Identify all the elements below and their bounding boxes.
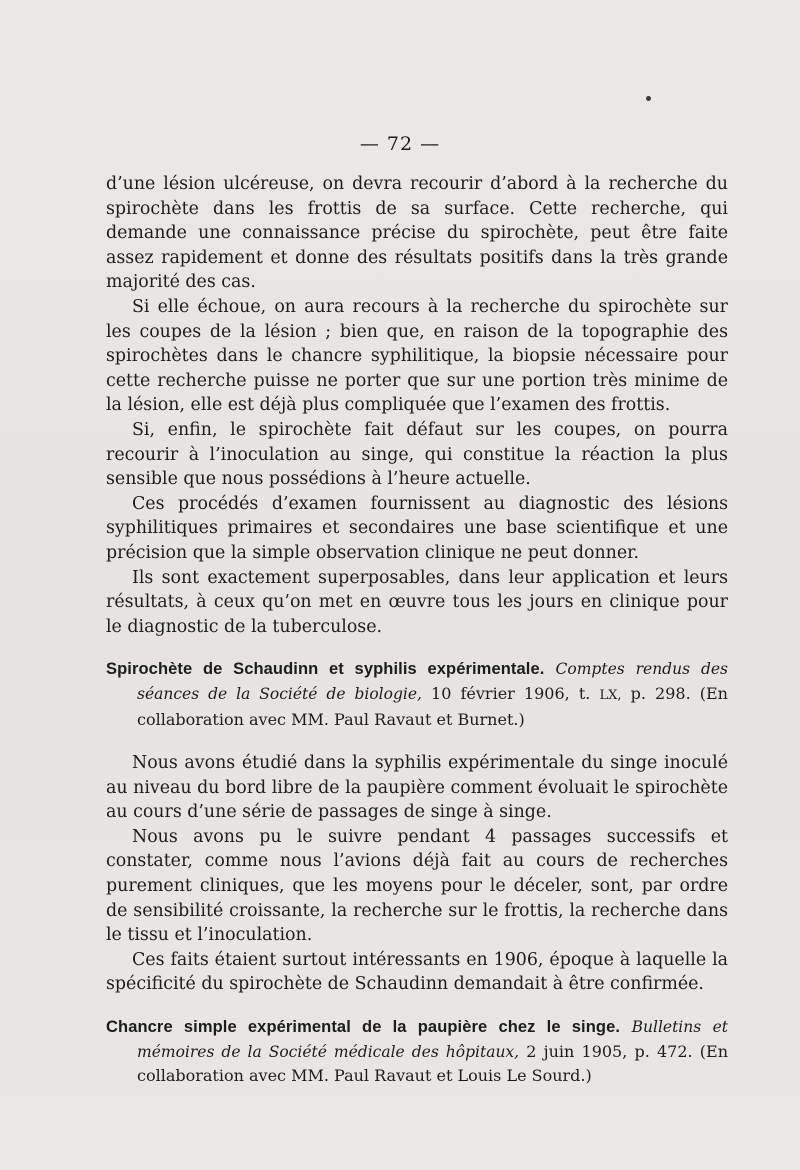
- paragraph: Ces faits étaient surtout intéressants en 1906, époque à laquelle la spécificité du spirochète de Schaudinn demandait à être confirmée.: [106, 949, 728, 995]
- paragraph: Si elle échoue, on aura recours à la recherche du spirochète sur les coupes de la lésion ; bien que, en raison de la topographie des spirochètes dans le chancre syphilitique, la biopsie nécessaire pour cette recherche puisse ne porter que sur une portion très minime de la lésion, elle est déjà plus compliquée que l’examen des frottis.: [106, 296, 728, 416]
- bibliography-entry: [106, 1015, 728, 1089]
- entry-volume: LX,: [599, 687, 622, 703]
- page-number: — 72 —: [359, 133, 441, 155]
- paragraph: Ils sont exactement superposables, dans leur application et leurs résultats, à ceux qu’on met en œuvre tous les jours en clinique pour le diagnostic de la tuberculose.: [106, 567, 728, 637]
- entry-date: 10 février 1906, t.: [431, 683, 591, 703]
- ink-speck: [646, 96, 651, 101]
- paragraph: Si, enfin, le spirochète fait défaut sur les coupes, on pourra recourir à l’inoculation au singe, qui constitue la réaction la plus sensible que nous possédions à l’heure actuelle.: [106, 419, 728, 490]
- entry-details: p. 298. (En collaboration avec MM. Paul Ravaut et Burnet.): [137, 683, 728, 730]
- entry-journal: Bulletins et mémoires de la Société médicale des hôpitaux,: [137, 1018, 728, 1061]
- paragraph: Nous avons pu le suivre pendant 4 passages successifs et constater, comme nous l’avions déjà fait au cours de recherches purement cliniques, que les moyens pour le déceler, sont, par ordre de sensibilité croissante, la recherche sur le frottis, la recherche dans le tissu et l’inoculation.: [106, 826, 728, 946]
- page-body: [106, 172, 728, 1089]
- entry-title: Chancre simple expérimental de la paupière chez le singe.: [106, 1018, 621, 1036]
- entry-details: 2 juin 1905, p. 472. (En collaboration avec MM. Paul Ravaut et Louis Le Sourd.): [137, 1041, 729, 1086]
- paragraph: Ces procédés d’examen fournissent au diagnostic des lésions syphilitiques primaires et secondaires une base scientifique et une précision que la simple observation clinique ne peut donner.: [106, 493, 728, 563]
- bibliography-entry: [106, 657, 728, 733]
- entry-title: Spirochète de Schaudinn et syphilis expérimentale.: [106, 660, 545, 679]
- paragraph: Nous avons étudié dans la syphilis expérimentale du singe inoculé au niveau du bord libre de la paupière comment évoluait le spirochète au cours d’une série de passages de singe à singe.: [106, 753, 728, 823]
- paragraph: d’une lésion ulcéreuse, on devra recourir d’abord à la recherche du spirochète dans les frottis de sa surface. Cette recherche, qui demande une connaissance précise du spirochète, peut être faite assez rapidement et donne des résultats positifs dans la très grande majorité des cas.: [106, 174, 728, 293]
- entry-journal: Comptes rendus des séances de la Société de biologie,: [137, 660, 729, 703]
